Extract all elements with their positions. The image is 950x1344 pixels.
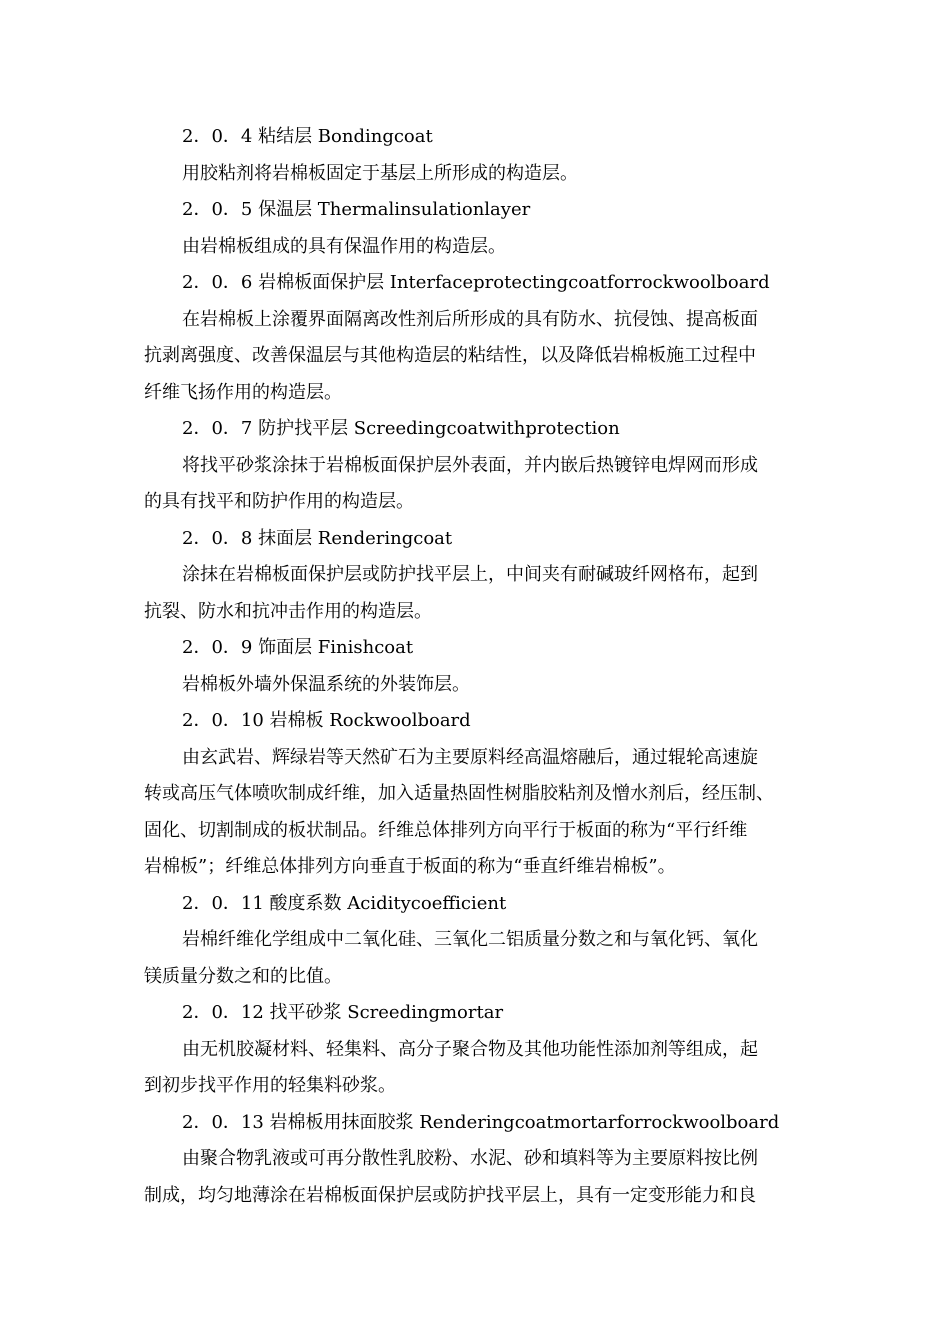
term-entry (144, 1105, 806, 1215)
term-definition (144, 302, 806, 412)
term-definition (144, 448, 806, 521)
term-heading: 2．0．9 饰面层 Finishcoat (182, 637, 414, 658)
definition-line: 转或高压气体喷吹制成纤维，加入适量热固性树脂胶粘剂及憎水剂后，经压制、 (144, 783, 774, 804)
term-heading: 2．0．4 粘结层 Bondingcoat (182, 126, 433, 147)
definition-line: 制成，均匀地薄涂在岩棉板面保护层或防护找平层上，具有一定变形能力和良 (144, 1184, 756, 1206)
definition-line: 岩棉板”；纤维总体排列方向垂直于板面的称为“垂直纤维岩棉板”。 (144, 856, 676, 877)
term-definition (144, 229, 806, 266)
definition-line: 抗裂、防水和抗冲击作用的构造层。 (144, 600, 432, 622)
definition-line: 纤维飞扬作用的构造层。 (144, 381, 342, 403)
term-entry (144, 995, 806, 1105)
term-entry (144, 886, 806, 996)
term-definition (144, 922, 806, 995)
term-heading: 2．0．13 岩棉板用抹面胶浆 Renderingcoatmortarforrockwoolboard (182, 1111, 780, 1133)
term-heading: 2．0．10 岩棉板 Rockwoolboard (182, 710, 471, 731)
term-entry (144, 521, 806, 631)
definition-line: 到初步找平作用的轻集料砂浆。 (144, 1075, 396, 1096)
definition-line: 镁质量分数之和的比值。 (144, 965, 342, 987)
term-heading: 2．0．8 抹面层 Renderingcoat (182, 527, 453, 549)
term-heading: 2．0．7 防护找平层 Screedingcoatwithprotection (182, 418, 620, 439)
definition-line: 在岩棉板上涂覆界面隔离改性剂后所形成的具有防水、抗侵蚀、提高板面 (182, 308, 758, 330)
term-definition (144, 740, 806, 886)
term-entry (144, 119, 806, 192)
definition-line: 由玄武岩、辉绿岩等天然矿石为主要原料经高温熔融后，通过辊轮高速旋 (182, 746, 758, 768)
term-definition (144, 667, 806, 704)
term-heading: 2．0．11 酸度系数 Aciditycoefficient (182, 892, 507, 914)
definition-line: 由无机胶凝材料、轻集料、高分子聚合物及其他功能性添加剂等组成，起 (182, 1038, 758, 1060)
term-definition (144, 1032, 806, 1105)
term-heading: 2．0．6 岩棉板面保护层 Interfaceprotectingcoatforrockwoolboard (182, 272, 770, 293)
definition-line: 用胶粘剂将岩棉板固定于基层上所形成的构造层。 (182, 162, 578, 184)
term-heading: 2．0．12 找平砂浆 Screedingmortar (182, 1002, 504, 1023)
term-entry (144, 630, 806, 703)
term-definition (144, 156, 806, 193)
terms-section (144, 119, 806, 1214)
definition-line: 的具有找平和防护作用的构造层。 (144, 491, 414, 512)
definition-line: 由聚合物乳液或可再分散性乳胶粉、水泥、砂和填料等为主要原料按比例 (182, 1148, 758, 1169)
term-heading: 2．0．5 保温层 Thermalinsulationlayer (182, 199, 531, 220)
term-definition (144, 557, 806, 630)
definition-line: 涂抹在岩棉板面保护层或防护找平层上，中间夹有耐碱玻纤网格布，起到 (182, 564, 758, 585)
term-entry (144, 411, 806, 521)
term-definition (144, 1141, 806, 1214)
term-entry (144, 703, 806, 886)
definition-line: 岩棉纤维化学组成中二氧化硅、三氧化二铝质量分数之和与氧化钙、氧化 (182, 929, 758, 950)
term-entry (144, 192, 806, 265)
definition-line: 由岩棉板组成的具有保温作用的构造层。 (182, 235, 506, 257)
definition-line: 抗剥离强度、改善保温层与其他构造层的粘结性，以及降低岩棉板施工过程中 (144, 345, 756, 366)
definition-line: 将找平砂浆涂抹于岩棉板面保护层外表面，并内嵌后热镀锌电焊网而形成 (182, 454, 758, 476)
definition-line: 岩棉板外墙外保温系统的外装饰层。 (182, 673, 470, 695)
term-entry (144, 265, 806, 411)
definition-line: 固化、切割制成的板状制品。纤维总体排列方向平行于板面的称为“平行纤维 (144, 819, 748, 841)
